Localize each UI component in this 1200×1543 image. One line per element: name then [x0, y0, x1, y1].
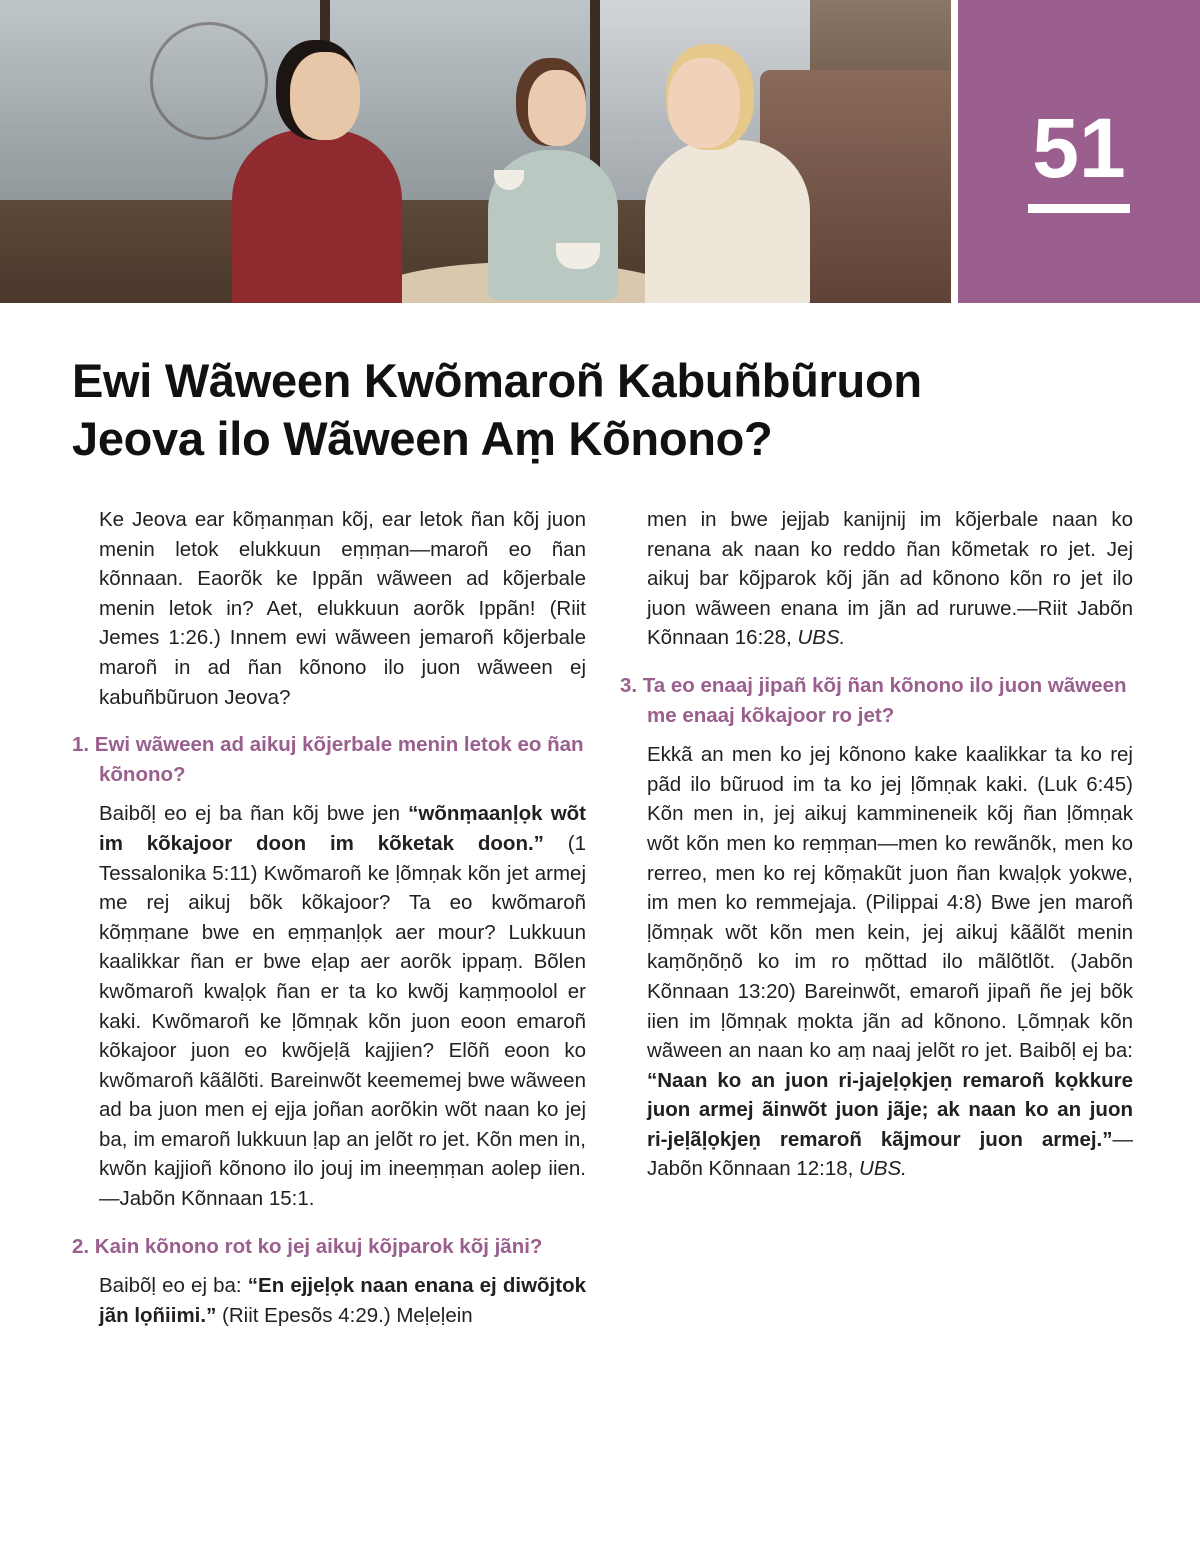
bible-version: UBS.: [859, 1157, 907, 1181]
woman-head: [528, 70, 586, 146]
scripture-quote: “En ejjeḷọk naan enana ej diwõjtok jãn lọñiimi.”: [99, 1274, 586, 1327]
answer-paragraph-2-continued: men in bwe jejjab kanijnij im kõjerbale naan ko renana ak naan ko reddo ñan kõmetak ro jet. Jej aikuj bar kõjparok kõj jãn ad kõnono kõn ro jet ilo juon wãween enana im jãn ad ruruwe.—Riit Jabõn Kõnnaan 16:28, UBS.: [647, 508, 1133, 650]
lesson-number: 51: [1032, 101, 1126, 195]
answer-paragraph-1: Baibõḷ eo ej ba ñan kõj bwe jen “wõnṃaanḷọk wõt im kõkajoor doon im kõketak doon.” (1 Tessalonika 5:11) Kwõmaroñ ke ḷõmṇak kõn jet armej me rej aikuj bõk kõkajoor? Ta eo kwõmaroñ kõṃṃane bwe en eṃṃanḷọk aer mour? Lukkuun kaalikkar ñan er bwe eḷap aer aorõk ippaṃ. Bõlen kwõmaroñ kwaḷọk ñan er ta ko kwõj kaṃṃoolol er kaki. Kwõmaroñ ke ḷõmṇak kõn juon eoon emaroñ kõkajoor juon eo kwõjeḷã kajjien? Elõñ eoon ko kwõmaroñ kããlõti. Bareinwõt keememej bwe wãween ad ba juon men ej ejja joñan aorõkin wõt naan ko jej ba, im emaroñ lukkuun ḷap an jelõt ro jet. Kõn men in, kwõn kajjioñ kõnono ilo jouj im ineeṃṃan aolep iien. —Jabõn Kõnnaan 15:1.: [99, 802, 586, 1211]
woman-head: [668, 58, 740, 148]
lesson-number-tab: [958, 0, 1200, 303]
scripture-quote: “Naan ko an juon ri-jajeḷọkjeṇ remaroñ kọkkure juon armej ãinwõt juon jãje; ak naan ko an juon ri-jeḷãḷọkjeṇ remaroñ kãjmour juon armej.”: [647, 1068, 1133, 1151]
question-heading-1: 1. Ewi wãween ad aikuj kõjerbale menin letok eo ñan kõnono?: [72, 733, 584, 786]
woman-head: [290, 52, 360, 140]
right-column: [620, 505, 1133, 1202]
answer-paragraph-2: Baibõḷ eo ej ba: “En ejjeḷọk naan enana ej diwõjtok jãn lọñiimi.” (Riit Epesõs 4:29.) Meḷeḷein: [99, 1274, 586, 1327]
bible-version: UBS.: [797, 626, 846, 650]
title-line-2: Jeova ilo Wãween Aṃ Kõnono?: [72, 412, 773, 465]
woman-red-sweater: [232, 130, 402, 303]
scripture-quote: “wõnṃaanḷọk wõt im kõkajoor doon im kõketak doon.”: [99, 802, 586, 855]
left-column: [72, 505, 586, 1348]
question-heading-3: 3. Ta eo enaaj jipañ kõj ñan kõnono ilo juon wãween me enaaj kõkajoor ro jet?: [620, 673, 1127, 727]
woman-cream-cardigan: [645, 140, 810, 303]
intro-paragraph: Ke Jeova ear kõṃanṃan kõj, ear letok ñan kõj juon menin letok elukkuun eṃṃan—maroñ eo ñan kõnnaan. Eaorõk ke Ippãn wãween ad kõjerbale menin letok in? Aet, elukkuun aorõk Ippãn! (Riit Jemes 1:26.) Innem ewi wãween jemaroñ kõjerbale maroñ in ad ñan kõnono ilo juon wãween ej kabuñbũruon Jeova?: [99, 508, 586, 709]
number-underline: [1028, 204, 1130, 213]
title-line-1: Ewi Wãween Kwõmaroñ Kabuñbũruon: [72, 354, 922, 407]
answer-paragraph-3: Ekkã an men ko jej kõnono kake kaalikkar ta ko rej pãd ilo bũruod im ta ko jej ḷõmṇak kaki. (Luk 6:45) Kõn men in, jej aikuj kammineneik kõj ñan ḷõmṇak wõt kõn men ko reṃṃan—men ko rewãnõk, men ko rerreo, men ko rej kõṃakũt juon ñan kwaḷọk yokwe, im men ko remmejaja. (Pilippai 4:8) Bwe jen maroñ ḷõmṇak wõt kõn men kein, jej aikuj kããlõt menin kaṃõṇõṇõ ko im ro ṃõttad ilo mãlõtlõt. (Jabõn Kõnnaan 13:20) Bareinwõt, emaroñ jipañ ñe jej bõk iien im ḷõmṇak ṃokta jãn ad kõnono. Ḷõmṇak kõn wãween an naan ko aṃ naaj jelõt ro jet. Baibõḷ ej ba: “Naan ko an juon ri-jajeḷọkjeṇ remaroñ kọkkure juon armej ãinwõt juon jãje; ak naan ko an juon ri-jeḷãḷọkjeṇ remaroñ kãjmour juon armej.”—Jabõn Kõnnaan 12:18, UBS.: [647, 743, 1133, 1181]
cafe-logo-icon: [150, 22, 268, 140]
hero-photo: [0, 0, 951, 303]
page-title: [72, 352, 1072, 468]
question-heading-2: 2. Kain kõnono rot ko jej aikuj kõjparok kõj jãni?: [72, 1234, 543, 1258]
